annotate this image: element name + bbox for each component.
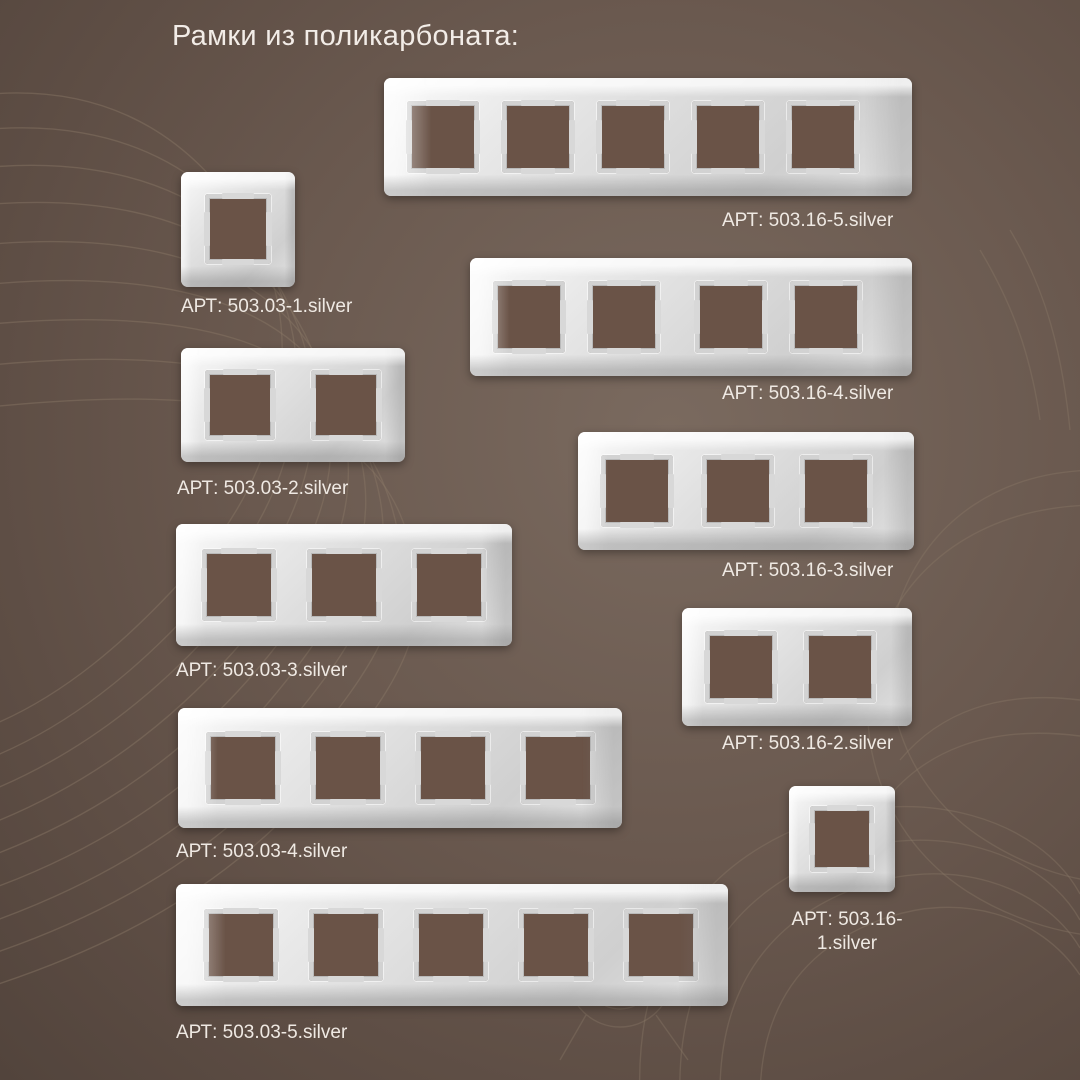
clip-right xyxy=(857,300,863,335)
frame-opening xyxy=(624,909,698,981)
frame-opening xyxy=(597,101,669,173)
frame-opening xyxy=(414,909,488,981)
clip-right xyxy=(867,474,873,509)
clip-left xyxy=(704,650,710,685)
page-title: Рамки из поликарбоната: xyxy=(172,20,520,52)
frame-opening xyxy=(810,806,874,872)
clip-right xyxy=(668,474,674,509)
frame-opening xyxy=(206,732,280,804)
product-frame-503-16-4[interactable] xyxy=(470,258,912,376)
frame-opening xyxy=(493,281,565,353)
product-frame-503-03-5[interactable] xyxy=(176,884,728,1006)
frame-opening xyxy=(695,281,767,353)
frame-opening xyxy=(787,101,859,173)
clip-left xyxy=(308,928,314,963)
clip-right xyxy=(588,928,594,963)
product-frame-503-16-2[interactable] xyxy=(682,608,912,726)
clip-left xyxy=(694,300,700,335)
clip-right xyxy=(590,751,596,786)
frame-opening xyxy=(202,549,276,621)
frame-opening xyxy=(204,909,278,981)
clip-left xyxy=(415,751,421,786)
caption-503-03-4: АРТ: 503.03-4.silver xyxy=(176,841,348,862)
frame-opening xyxy=(205,370,275,440)
frame-opening xyxy=(309,909,383,981)
clip-left xyxy=(204,388,210,422)
clip-left xyxy=(492,300,498,335)
caption-503-03-1: АРТ: 503.03-1.silver xyxy=(181,296,353,317)
clip-right xyxy=(869,823,875,855)
product-frame-503-03-1[interactable] xyxy=(181,172,295,287)
clip-right xyxy=(655,300,661,335)
caption-503-16-4: АРТ: 503.16-4.silver xyxy=(722,383,894,404)
product-frame-503-03-4[interactable] xyxy=(178,708,622,828)
product-frame-503-16-5[interactable] xyxy=(384,78,912,196)
clip-left xyxy=(809,823,815,855)
caption-503-16-2: АРТ: 503.16-2.silver xyxy=(722,733,894,754)
clip-right xyxy=(871,650,877,685)
clip-right xyxy=(266,212,272,246)
clip-left xyxy=(203,928,209,963)
clip-right xyxy=(560,300,566,335)
product-frame-503-16-3[interactable] xyxy=(578,432,914,550)
clip-left xyxy=(596,120,602,155)
clip-right xyxy=(762,300,768,335)
clip-left xyxy=(411,568,417,603)
clip-right xyxy=(664,120,670,155)
clip-left xyxy=(413,928,419,963)
clip-right xyxy=(376,568,382,603)
clip-right xyxy=(270,388,276,422)
clip-right xyxy=(271,568,277,603)
clip-left xyxy=(520,751,526,786)
clip-right xyxy=(378,928,384,963)
frame-opening xyxy=(205,194,271,264)
caption-503-16-1: АРТ: 503.16-1.silver xyxy=(791,909,903,954)
frame-opening xyxy=(790,281,862,353)
frame-opening xyxy=(502,101,574,173)
frame-opening xyxy=(702,455,774,527)
clip-left xyxy=(205,751,211,786)
caption-503-03-3: АРТ: 503.03-3.silver xyxy=(176,660,348,681)
product-frame-503-03-3[interactable] xyxy=(176,524,512,646)
clip-left xyxy=(587,300,593,335)
clip-right xyxy=(481,568,487,603)
clip-left xyxy=(201,568,207,603)
frame-opening xyxy=(601,455,673,527)
frame-opening xyxy=(804,631,876,703)
clip-right xyxy=(485,751,491,786)
clip-right xyxy=(376,388,382,422)
clip-right xyxy=(769,474,775,509)
clip-right xyxy=(854,120,860,155)
frame-opening xyxy=(521,732,595,804)
clip-right xyxy=(273,928,279,963)
clip-left xyxy=(701,474,707,509)
frame-opening xyxy=(692,101,764,173)
clip-left xyxy=(803,650,809,685)
frame-opening xyxy=(705,631,777,703)
clip-left xyxy=(600,474,606,509)
clip-right xyxy=(693,928,699,963)
clip-right xyxy=(759,120,765,155)
clip-right xyxy=(380,751,386,786)
clip-left xyxy=(691,120,697,155)
caption-503-16-5: АРТ: 503.16-5.silver xyxy=(722,210,894,231)
frame-opening xyxy=(311,732,385,804)
clip-right xyxy=(569,120,575,155)
clip-right xyxy=(772,650,778,685)
frame-opening xyxy=(588,281,660,353)
clip-left xyxy=(306,568,312,603)
clip-right xyxy=(275,751,281,786)
caption-503-03-2: АРТ: 503.03-2.silver xyxy=(177,478,349,499)
frame-opening xyxy=(307,549,381,621)
clip-left xyxy=(204,212,210,246)
clip-left xyxy=(310,388,316,422)
frame-opening xyxy=(519,909,593,981)
frame-opening xyxy=(311,370,381,440)
product-frame-503-03-2[interactable] xyxy=(181,348,405,462)
clip-left xyxy=(518,928,524,963)
clip-left xyxy=(501,120,507,155)
frame-opening xyxy=(407,101,479,173)
clip-left xyxy=(786,120,792,155)
frame-opening xyxy=(416,732,490,804)
frame-opening xyxy=(412,549,486,621)
product-frame-503-16-1[interactable] xyxy=(789,786,895,892)
clip-left xyxy=(406,120,412,155)
caption-503-03-5: АРТ: 503.03-5.silver xyxy=(176,1022,348,1043)
caption-503-16-3: АРТ: 503.16-3.silver xyxy=(722,560,894,581)
clip-right xyxy=(474,120,480,155)
clip-left xyxy=(799,474,805,509)
clip-left xyxy=(310,751,316,786)
clip-right xyxy=(483,928,489,963)
clip-left xyxy=(623,928,629,963)
clip-left xyxy=(789,300,795,335)
frame-opening xyxy=(800,455,872,527)
